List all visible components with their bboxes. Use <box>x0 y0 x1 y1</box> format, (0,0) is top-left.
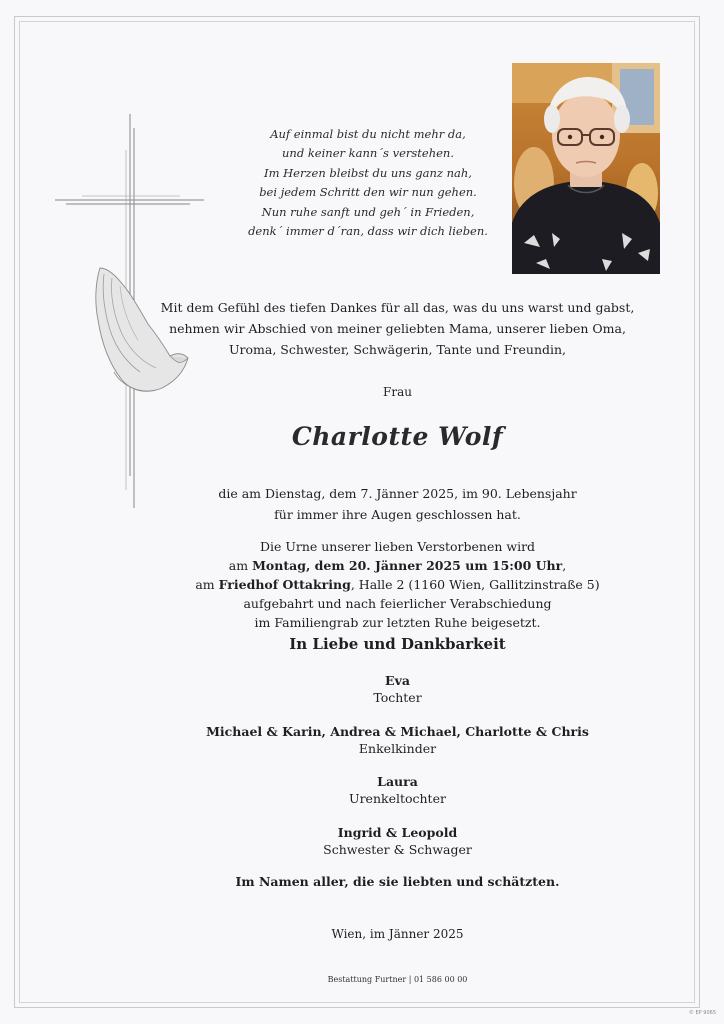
family-names: Eva <box>385 673 410 688</box>
poem-line: Auf einmal bist du nicht mehr da, <box>270 127 466 141</box>
family-relation: Schwester & Schwager <box>323 841 472 857</box>
cemetery-address: , Halle 2 (1160 Wien, Gallitzinstraße 5) <box>350 577 600 592</box>
salutation: Frau <box>383 385 412 399</box>
poem <box>218 125 518 241</box>
funeral-line: Die Urne unserer lieben Verstorbenen wird <box>259 539 536 554</box>
poem-line: Im Herzen bleibst du uns ganz nah, <box>264 165 472 180</box>
place-date: Wien, im Jänner 2025 <box>331 927 464 941</box>
poem-line: denk´ immer d´ran, dass wir dich lieben. <box>248 224 488 239</box>
family-group <box>100 824 695 858</box>
closing-line: Im Namen aller, die sie liebten und schätzten. <box>235 874 560 889</box>
funeral-line: aufgebahrt und nach feierlicher Verabschiedung <box>243 596 552 611</box>
print-code: © EP 9065 <box>688 1010 716 1016</box>
family-group <box>100 672 695 706</box>
funeral-line <box>100 556 695 575</box>
intro-line: nehmen wir Abschied von meiner geliebten Mama, unserer lieben Oma, <box>169 321 626 336</box>
family-group <box>100 773 695 807</box>
intro-line: Uroma, Schwester, Schwägerin, Tante und Freundin, <box>228 342 567 357</box>
poem-line: Nun ruhe sanft und geh´ in Frieden, <box>261 204 475 219</box>
funeral-prefix: am <box>195 577 219 592</box>
funeral-line <box>100 575 695 594</box>
funeral-date: Montag, dem 20. Jänner 2025 um 15:00 Uhr <box>252 558 563 573</box>
family-relation: Enkelkinder <box>358 740 437 756</box>
portrait-photo <box>512 63 660 274</box>
funeral-prefix: am <box>228 558 253 573</box>
death-notice <box>100 483 695 525</box>
poem-line: und keiner kann´s verstehen. <box>282 146 454 161</box>
funeral-details <box>100 537 695 632</box>
intro-line: Mit dem Gefühl des tiefen Dankes für all das, was du uns warst und gabst, <box>160 300 635 315</box>
family-relation: Urenkeltochter <box>349 791 446 806</box>
deceased-name: Charlotte Wolf <box>291 422 504 451</box>
poem-line: bei jedem Schritt den wir nun gehen. <box>259 185 477 200</box>
family-names: Laura <box>377 774 418 789</box>
funeral-suffix: , <box>562 558 567 573</box>
funeral-home-footer: Bestattung Furtner | 01 586 00 00 <box>327 975 468 984</box>
family-names: Ingrid & Leopold <box>337 824 458 840</box>
family-list <box>100 672 695 874</box>
death-line: für immer ihre Augen geschlossen hat. <box>274 507 521 522</box>
love-heading: In Liebe und Dankbarkeit <box>289 635 506 653</box>
family-names: Michael & Karin, Andrea & Michael, Charlotte & Chris <box>206 723 589 739</box>
death-line: die am Dienstag, dem 7. Jänner 2025, im 90. Lebensjahr <box>218 486 577 501</box>
intro-text <box>100 297 695 360</box>
funeral-line: im Familiengrab zur letzten Ruhe beigesetzt. <box>254 615 541 630</box>
family-group <box>100 723 695 757</box>
cemetery-name: Friedhof Ottakring <box>218 577 351 592</box>
family-relation: Tochter <box>373 690 422 705</box>
